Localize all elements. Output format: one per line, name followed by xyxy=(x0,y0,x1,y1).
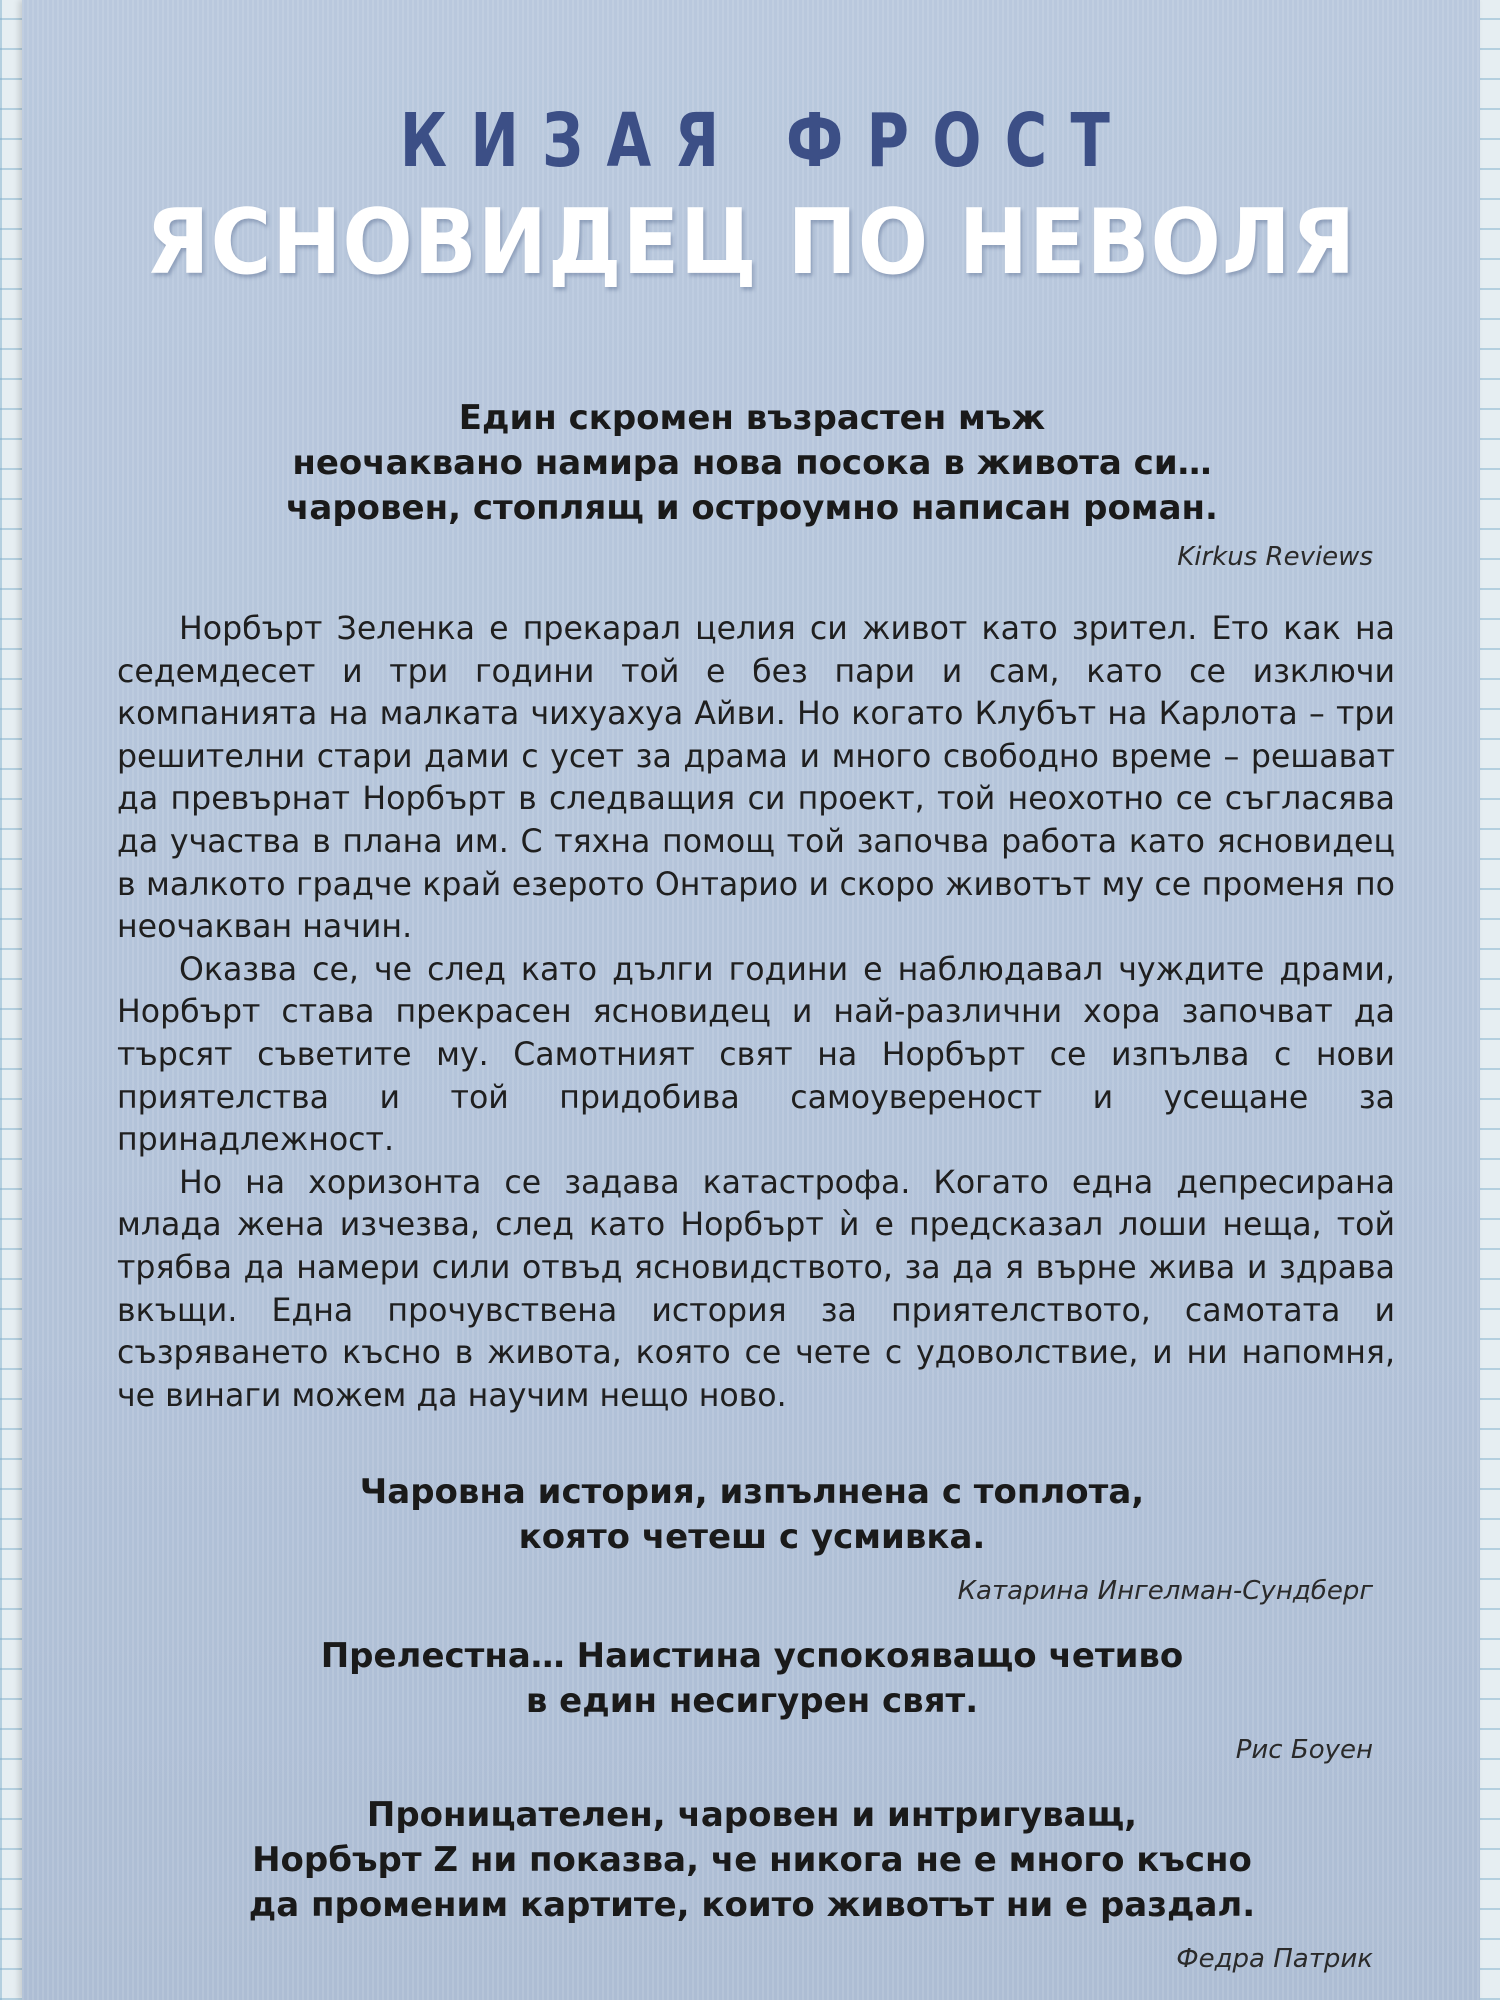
review-quote-1 xyxy=(142,1470,1362,1560)
review-source-3: Федра Патрик xyxy=(1176,1944,1373,1974)
blurb-text xyxy=(117,608,1395,1417)
quote-line: която четеш с усмивка. xyxy=(518,1517,986,1557)
book-title: ЯСНОВИДЕЦ ПО НЕВОЛЯ xyxy=(145,190,1357,295)
review-source-2: Рис Боуен xyxy=(1235,1735,1373,1765)
review-source-1: Катарина Ингелман-Сундберг xyxy=(957,1576,1373,1606)
quote-line: Прелестна… Наистина успокояващо четиво xyxy=(320,1636,1184,1676)
blurb-paragraph: Норбърт Зеленка е прекарал целия си живот като зрител. Ето как на седемдесет и три години той е без пари и сам, като се изключи компанията на малката чихуахуа Айви. Но когато Клубът на Карлота – три решителни стари дами с усет за драма и много свободно време – решават да превърнат Норбърт в следващия си проект, той неохотно се съгласява да участва в плана им. С тяхна помощ той започва работа като ясновидец в малкото градче край езерото Онтарио и скоро животът му се променя по неочакван начин. xyxy=(117,611,1395,946)
top-review-source: Kirkus Reviews xyxy=(1177,542,1373,572)
blurb-paragraph: Оказва се, че след като дълги години е наблюдавал чуждите драми, Норбърт става прекрасен ясновидец и най-различни хора започват да търсят съветите му. Самотният свят на Норбърт се изпълва с нови приятелства и той придобива самоувереност и усещане за принадлежност. xyxy=(117,951,1395,1159)
quote-line: Норбърт Z ни показва, че никога не е много късно xyxy=(252,1840,1252,1880)
quote-line: чаровен, стоплящ и остроумно написан роман. xyxy=(286,488,1218,528)
blurb-paragraph: Но на хоризонта се задава катастрофа. Когато една депресирана млада жена изчезва, след като Норбърт ѝ е предсказал лоши неща, той трябва да намери сили отвъд ясновидството, за да я върне жива и здрава вкъщи. Една прочувствена история за приятелството, самотата и съзряването късно в живота, която се чете с удоволствие, и ни напомня, че винаги можем да научим нещо ново. xyxy=(117,1164,1395,1414)
quote-line: Чаровна история, изпълнена с топлота, xyxy=(359,1472,1145,1512)
review-quote-3 xyxy=(142,1793,1362,1928)
quote-line: да променим картите, които животът ни е раздал. xyxy=(248,1885,1256,1925)
quote-line: Един скромен възрастен мъж xyxy=(458,398,1046,438)
top-review-quote xyxy=(142,396,1362,531)
quote-line: неочаквано намира нова посока в живота си… xyxy=(292,443,1212,483)
quote-line: Проницателен, чаровен и интригуващ, xyxy=(366,1795,1138,1835)
review-quote-2 xyxy=(142,1634,1362,1724)
author-name: КИЗАЯ ФРОСТ xyxy=(399,98,1134,184)
book-back-cover xyxy=(22,0,1480,2000)
quote-line: в един несигурен свят. xyxy=(525,1681,979,1721)
